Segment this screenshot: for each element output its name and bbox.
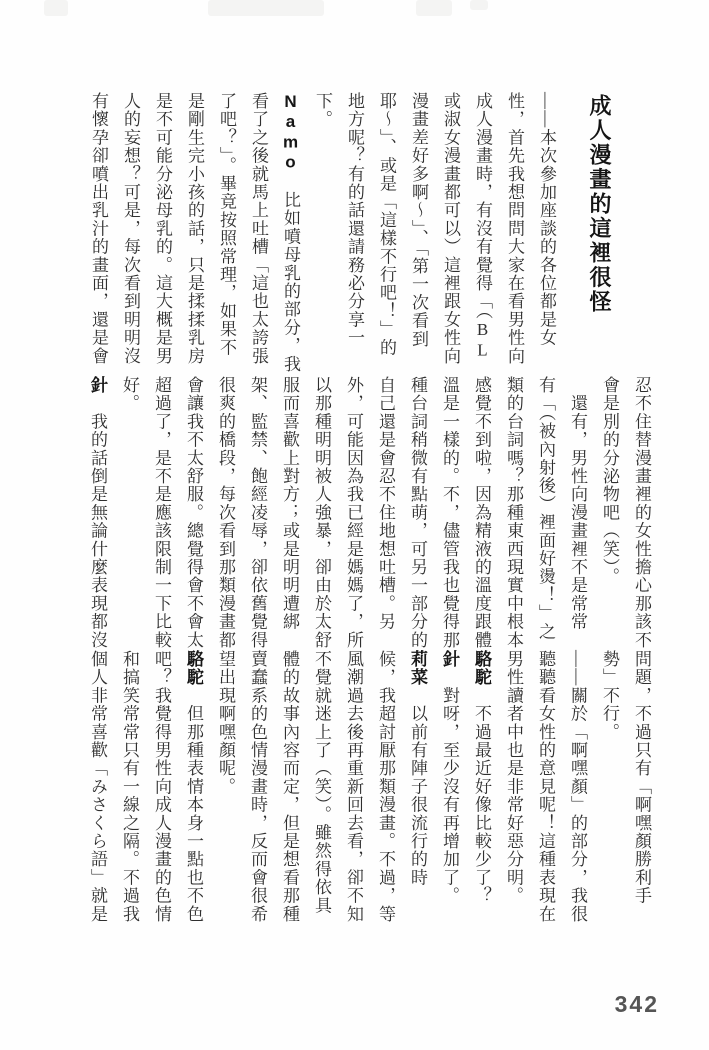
text-column: 種台詞稍微有點萌，可另一部分的 (408, 376, 427, 649)
text-column: 類的台詞嗎？那種東西現實中根本 (504, 376, 523, 649)
top-text-band (82, 92, 632, 372)
text-column: 會是別的分泌物吧（笑）。 (600, 376, 619, 586)
text-column: 莉菜 以前有陣子很流行的時 (408, 650, 427, 887)
section-title: 成人漫畫的這裡很怪 (587, 94, 612, 315)
text-column: 架、監禁、飽經凌辱，卻依舊覺得 (248, 376, 267, 649)
text-column: 駱駝 不過最近好像比較少了？ (472, 650, 491, 905)
scan-artifact (44, 0, 68, 16)
text-column: 看了之後就馬上吐槽「這也太誇張 (249, 92, 268, 365)
text-column: 個人非常喜歡「みさくら語」就是 (88, 650, 107, 923)
text-column: 和搞笑常常只有一線之隔。不過我 (120, 650, 139, 923)
text-column: 感覺不到啦，因為精液的溫度跟體 (472, 376, 491, 649)
text-column: 溫是一樣的。不，儘管我也覺得那 (440, 376, 459, 649)
text-column: 駱駝 但那種表情本身一點也不色 (184, 650, 203, 924)
speaker-name: 針 (88, 376, 107, 395)
speaker-name: 駱駝 (184, 650, 203, 687)
text-column: 聽聽看女性的意見呢！這種表現在 (536, 650, 555, 923)
text-column: 地方呢？有的話還請務必分享一 (345, 92, 364, 347)
text-column: 體的故事內容而定，但是想看那種 (280, 650, 299, 923)
text-column: 服而喜歡上對方；或是明明遭綁 (280, 376, 299, 631)
text-column: 望出現啊嘿顏呢。 (216, 650, 235, 796)
text-column: 還有，男性向漫畫裡不是常常 (568, 376, 587, 631)
text-column: 針 對呀，至少沒有再增加了。 (440, 650, 459, 905)
text-column: 不覺就迷上了（笑）。雖然得依具 (312, 650, 331, 915)
text-column: 風潮過去後再重新回去看，卻不知 (344, 650, 363, 923)
text-column: 有「（被內射後）裡面好燙！」之 (536, 376, 555, 641)
text-column: 賣蠢系的色情漫畫時，反而會很希 (248, 650, 267, 923)
text-column: 好。 (120, 376, 139, 413)
speaker-name: 莉菜 (408, 650, 427, 687)
text-column: 超過了，是不是應該限制一下比較 (152, 376, 171, 649)
text-column: 會讓我不太舒服。總覺得會不會太 (184, 376, 203, 649)
speaker-name: Namo (281, 92, 300, 173)
text-column: 忍不住替漫畫裡的女性擔心那該不 (632, 376, 651, 649)
text-column: 有懷孕卻噴出乳汁的畫面，還是會 (89, 92, 108, 365)
text-column: Namo 比如噴母乳的部分，我 (281, 92, 300, 374)
text-column: 很爽的橋段，每次看到那類漫畫都 (216, 376, 235, 649)
text-column: 成人漫畫時，有沒有覺得「（BL (473, 92, 492, 361)
page-number: 342 (614, 991, 659, 1017)
text-column: 自己還是會忍不住地想吐槽。另 (376, 376, 395, 631)
text-column: 或淑女漫畫都可以）這裡跟女性向 (441, 92, 460, 365)
text-column: ——本次參加座談的各位都是女 (537, 92, 556, 347)
text-column: 外，可能因為我已經是媽媽了，所 (344, 376, 363, 649)
text-column: 以那種明明被人強暴，卻由於太舒 (312, 376, 331, 649)
scan-artifact (208, 0, 324, 16)
text-column: 針 我的話倒是無論什麼表現都沒 (88, 376, 107, 650)
text-column: 是不可能分泌母乳的。這大概是男 (153, 92, 172, 365)
speaker-name: 駱駝 (472, 650, 491, 687)
text-column: 男性讀者中也是非常好惡分明。 (504, 650, 523, 905)
text-column: 候，我超討厭那類漫畫。不過，等 (376, 650, 395, 923)
text-column: 了吧？」。畢竟按照常理，如果不 (217, 92, 236, 357)
middle-text-band (81, 376, 657, 656)
text-column: 漫畫差好多啊～」、「第一次看到 (409, 92, 428, 348)
scan-artifact (470, 0, 488, 10)
bottom-text-band (81, 650, 657, 930)
scan-artifact (416, 0, 452, 16)
text-column: ——關於「啊嘿顏」的部分，我很 (568, 650, 587, 923)
text-column: 人的妄想？可是，每次看到明明沒 (121, 92, 140, 365)
text-column: 性，首先我想問問大家在看男性向 (505, 92, 524, 365)
text-column: 勢」不行。 (600, 650, 619, 741)
text-column: 下。 (313, 92, 332, 129)
text-column: 是剛生完小孩的話，只是揉揉乳房 (185, 92, 204, 365)
speaker-name: 針 (440, 650, 459, 669)
text-column: 吧？我覺得男性向成人漫畫的色情 (152, 650, 171, 923)
text-column: 耶～」、或是「這樣不行吧！」的 (377, 92, 396, 357)
text-column: 問題，不過只有「啊嘿顏勝利手 (632, 650, 651, 905)
